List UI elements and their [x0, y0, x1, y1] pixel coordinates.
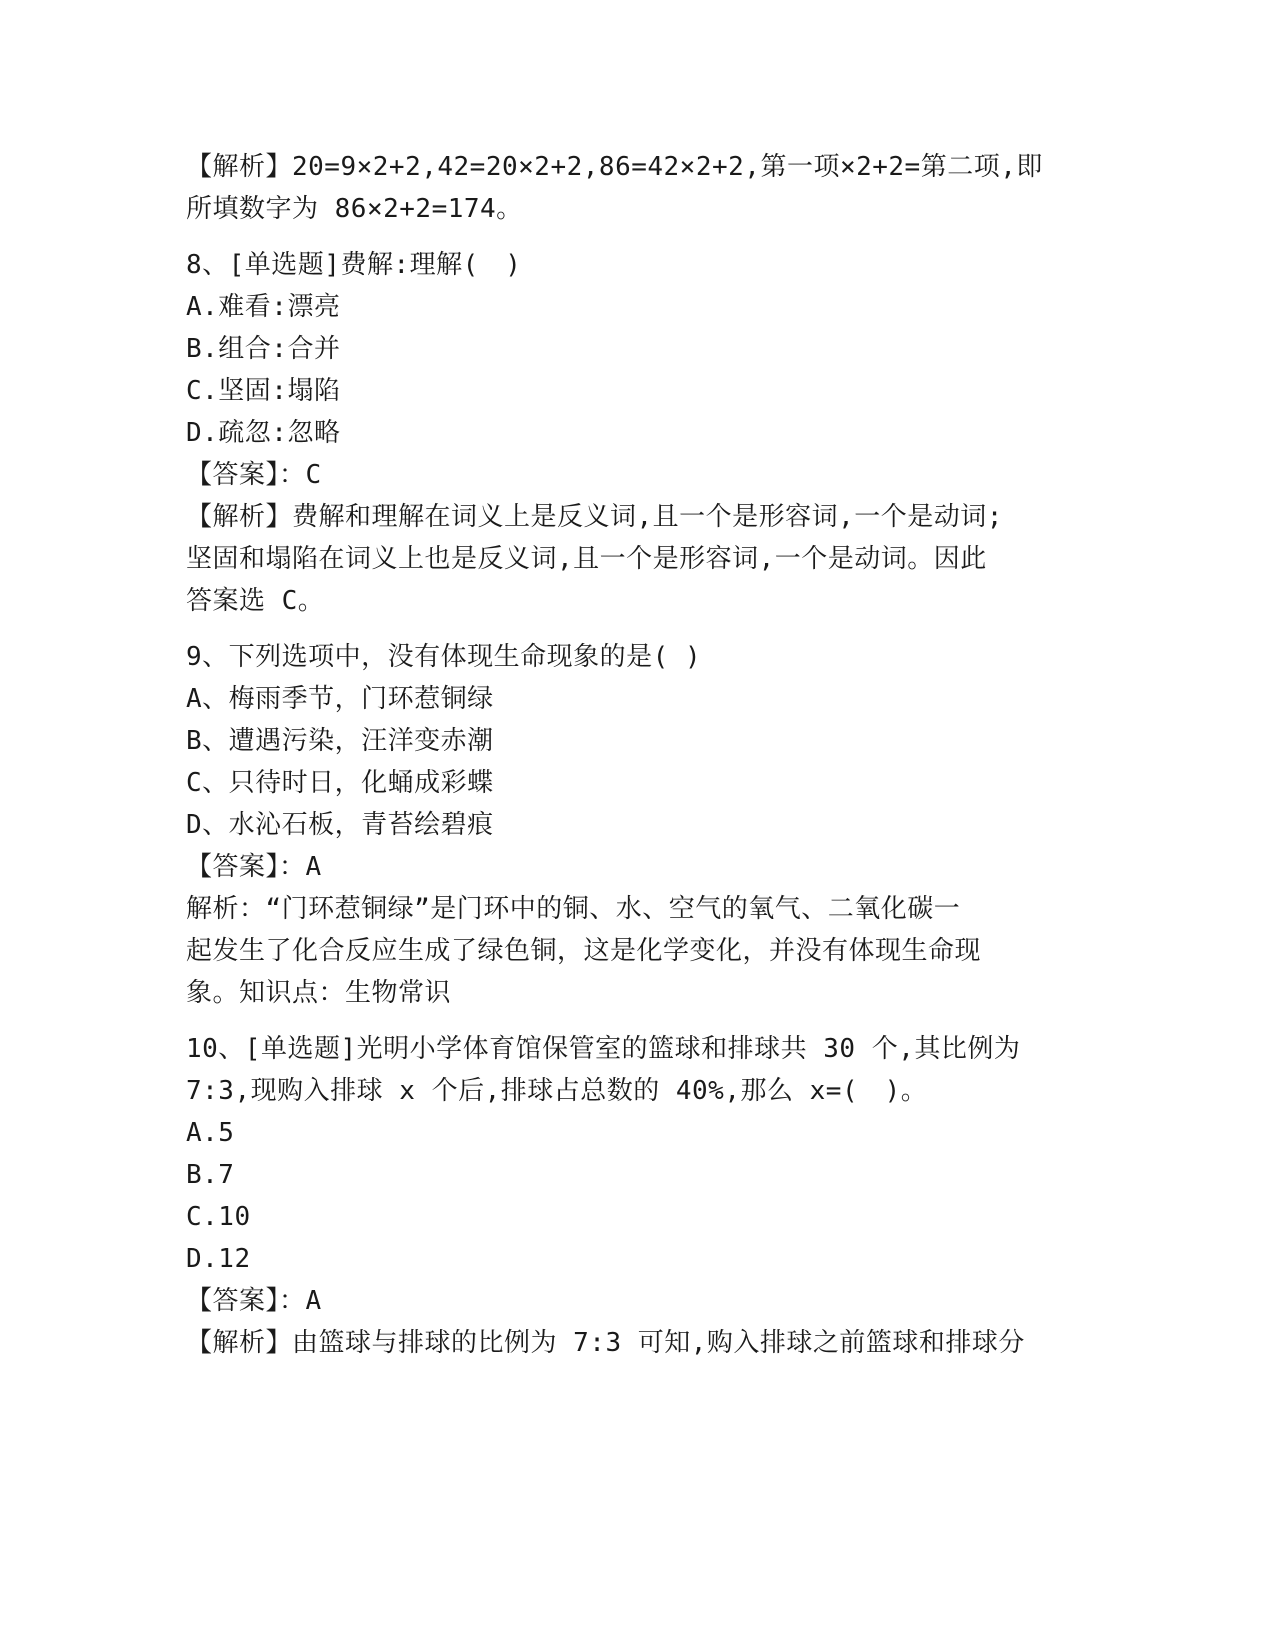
option-c: C、只待时日，化蛹成彩蝶: [186, 768, 494, 798]
question-10: [186, 1028, 1066, 1364]
answer-text: 【答案】：C: [186, 460, 322, 490]
question-stem: 8、[单选题]费解:理解( ): [186, 250, 522, 280]
question-9: [186, 636, 1066, 1014]
analysis-text: 【解析】费解和理解在词义上是反义词,且一个是形容词,一个是动词;: [186, 502, 1003, 532]
analysis-text: 象。知识点：生物常识: [186, 978, 452, 1008]
analysis-text: 解析：“门环惹铜绿”是门环中的铜、水、空气的氧气、二氧化碳一: [186, 894, 961, 924]
option-b: B、遭遇污染，汪洋变赤潮: [186, 726, 494, 756]
question-stem: 10、[单选题]光明小学体育馆保管室的篮球和排球共 30 个,其比例为: [186, 1034, 1021, 1064]
analysis-text: 坚固和塌陷在词义上也是反义词,且一个是形容词,一个是动词。因此: [186, 544, 987, 574]
option-a: A.难看:漂亮: [186, 292, 341, 322]
analysis-text: 答案选 C。: [186, 586, 325, 616]
option-d: D、水沁石板，青苔绘碧痕: [186, 810, 494, 840]
analysis-text: 所填数字为 86×2+2=174。: [186, 194, 523, 224]
question-stem: 7:3,现购入排球 x 个后,排球占总数的 40%,那么 x=( )。: [186, 1076, 928, 1106]
question-8: [186, 244, 1066, 622]
answer-text: 【答案】：A: [186, 1286, 322, 1316]
option-d: D.12: [186, 1244, 251, 1274]
option-b: B.组合:合并: [186, 334, 341, 364]
document-page: [186, 146, 1066, 1364]
option-b: B.7: [186, 1160, 235, 1190]
answer-text: 【答案】：A: [186, 852, 322, 882]
option-c: C.坚固:塌陷: [186, 376, 341, 406]
question-stem: 9、下列选项中，没有体现生命现象的是( ): [186, 642, 702, 672]
option-c: C.10: [186, 1202, 251, 1232]
option-a: A、梅雨季节，门环惹铜绿: [186, 684, 494, 714]
option-d: D.疏忽:忽略: [186, 418, 341, 448]
analysis-text: 起发生了化合反应生成了绿色铜，这是化学变化，并没有体现生命现: [186, 936, 982, 966]
analysis-text: 【解析】由篮球与排球的比例为 7:3 可知,购入排球之前篮球和排球分: [186, 1328, 1025, 1358]
question-7-analysis: [186, 146, 1066, 230]
analysis-text: 【解析】20=9×2+2,42=20×2+2,86=42×2+2,第一项×2+2=第二项,即: [186, 152, 1043, 182]
option-a: A.5: [186, 1118, 235, 1148]
